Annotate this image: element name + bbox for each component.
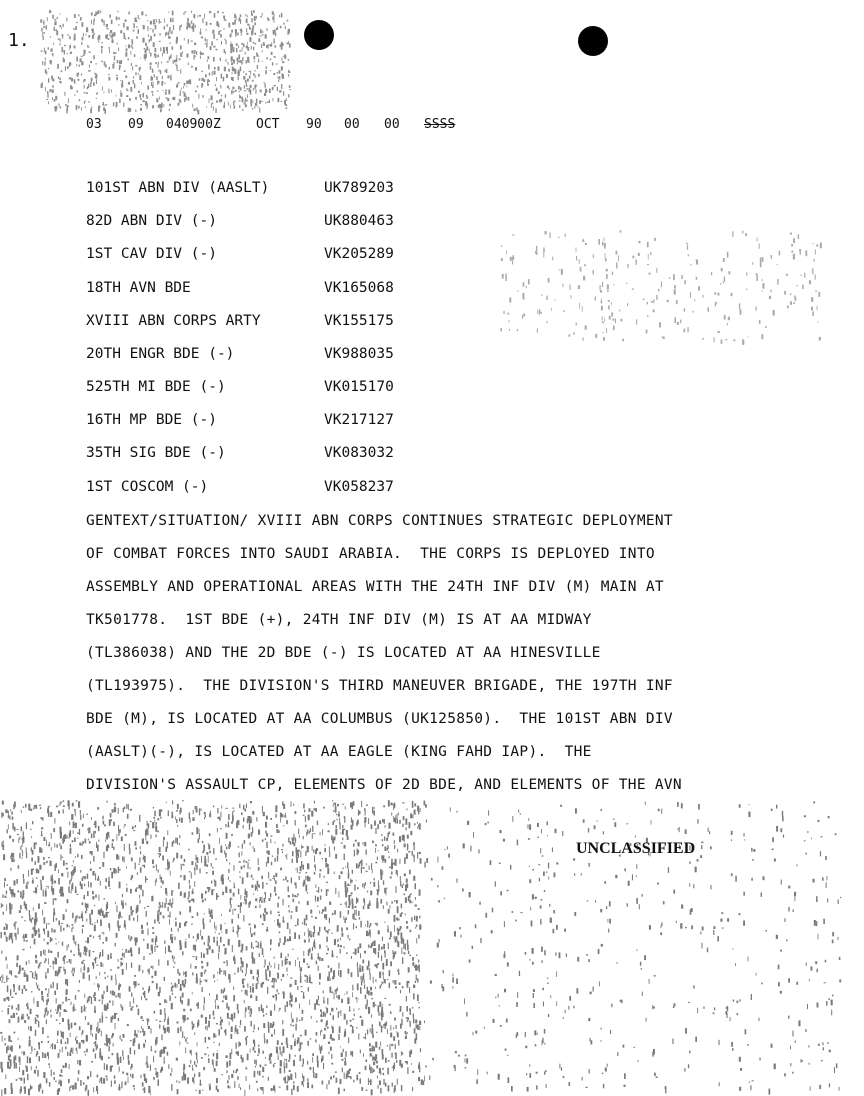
unit-grid: VK083032 <box>324 445 394 461</box>
unit-name: 20TH ENGR BDE (-) <box>86 346 235 362</box>
unit-grid: VK058237 <box>324 479 394 495</box>
gentext-line: (AASLT)(-), IS LOCATED AT AA EAGLE (KING FAHD IAP). THE <box>86 744 592 760</box>
punch-hole-left <box>304 20 334 50</box>
unit-grid: UK880463 <box>324 213 394 229</box>
gentext-line: BDE (M), IS LOCATED AT AA COLUMBUS (UK125850). THE 101ST ABN DIV <box>86 711 673 727</box>
header-field-1: 03 <box>86 117 102 132</box>
margin-mark: 1. <box>8 30 30 51</box>
gentext-line: OF COMBAT FORCES INTO SAUDI ARABIA. THE CORPS IS DEPLOYED INTO <box>86 546 655 562</box>
unit-grid: VK217127 <box>324 412 394 428</box>
unit-name: 525TH MI BDE (-) <box>86 379 226 395</box>
gentext-line: ASSEMBLY AND OPERATIONAL AREAS WITH THE 24TH INF DIV (M) MAIN AT <box>86 579 664 595</box>
unit-name: 18TH AVN BDE <box>86 280 191 296</box>
unit-name: 1ST CAV DIV (-) <box>86 246 217 262</box>
unit-name: 101ST ABN DIV (AASLT) <box>86 180 270 196</box>
header-field-7: 00 <box>384 117 400 132</box>
unit-grid: VK155175 <box>324 313 394 329</box>
header-month: OCT <box>256 117 280 132</box>
unit-name: 16TH MP BDE (-) <box>86 412 217 428</box>
unit-grid: VK165068 <box>324 280 394 296</box>
noise-bottom <box>0 800 841 1096</box>
header-dtg: 040900Z <box>166 117 221 132</box>
noise-top-left <box>40 10 291 114</box>
unit-grid: VK015170 <box>324 379 394 395</box>
unit-name: XVIII ABN CORPS ARTY <box>86 313 261 329</box>
gentext-line: GENTEXT/SITUATION/ XVIII ABN CORPS CONTINUES STRATEGIC DEPLOYMENT <box>86 513 673 529</box>
unit-grid: VK205289 <box>324 246 394 262</box>
classification-marking: UNCLASSIFIED <box>576 840 696 857</box>
header-struck-classification: SSSS <box>424 117 456 132</box>
gentext-line: (TL193975). THE DIVISION'S THIRD MANEUVER BRIGADE, THE 197TH INF <box>86 678 673 694</box>
unit-name: 1ST COSCOM (-) <box>86 479 209 495</box>
punch-hole-right <box>578 26 608 56</box>
header-field-2: 09 <box>128 117 144 132</box>
unit-name: 82D ABN DIV (-) <box>86 213 217 229</box>
unit-name: 35TH SIG BDE (-) <box>86 445 226 461</box>
gentext-line: (TL386038) AND THE 2D BDE (-) IS LOCATED AT AA HINESVILLE <box>86 645 601 661</box>
header-year: 90 <box>306 117 322 132</box>
unit-grid: VK988035 <box>324 346 394 362</box>
gentext-line: TK501778. 1ST BDE (+), 24TH INF DIV (M) IS AT AA MIDWAY <box>86 612 592 628</box>
unit-grid: UK789203 <box>324 180 394 196</box>
gentext-line: DIVISION'S ASSAULT CP, ELEMENTS OF 2D BDE, AND ELEMENTS OF THE AVN <box>86 777 682 793</box>
header-field-6: 00 <box>344 117 360 132</box>
noise-right <box>500 230 821 345</box>
